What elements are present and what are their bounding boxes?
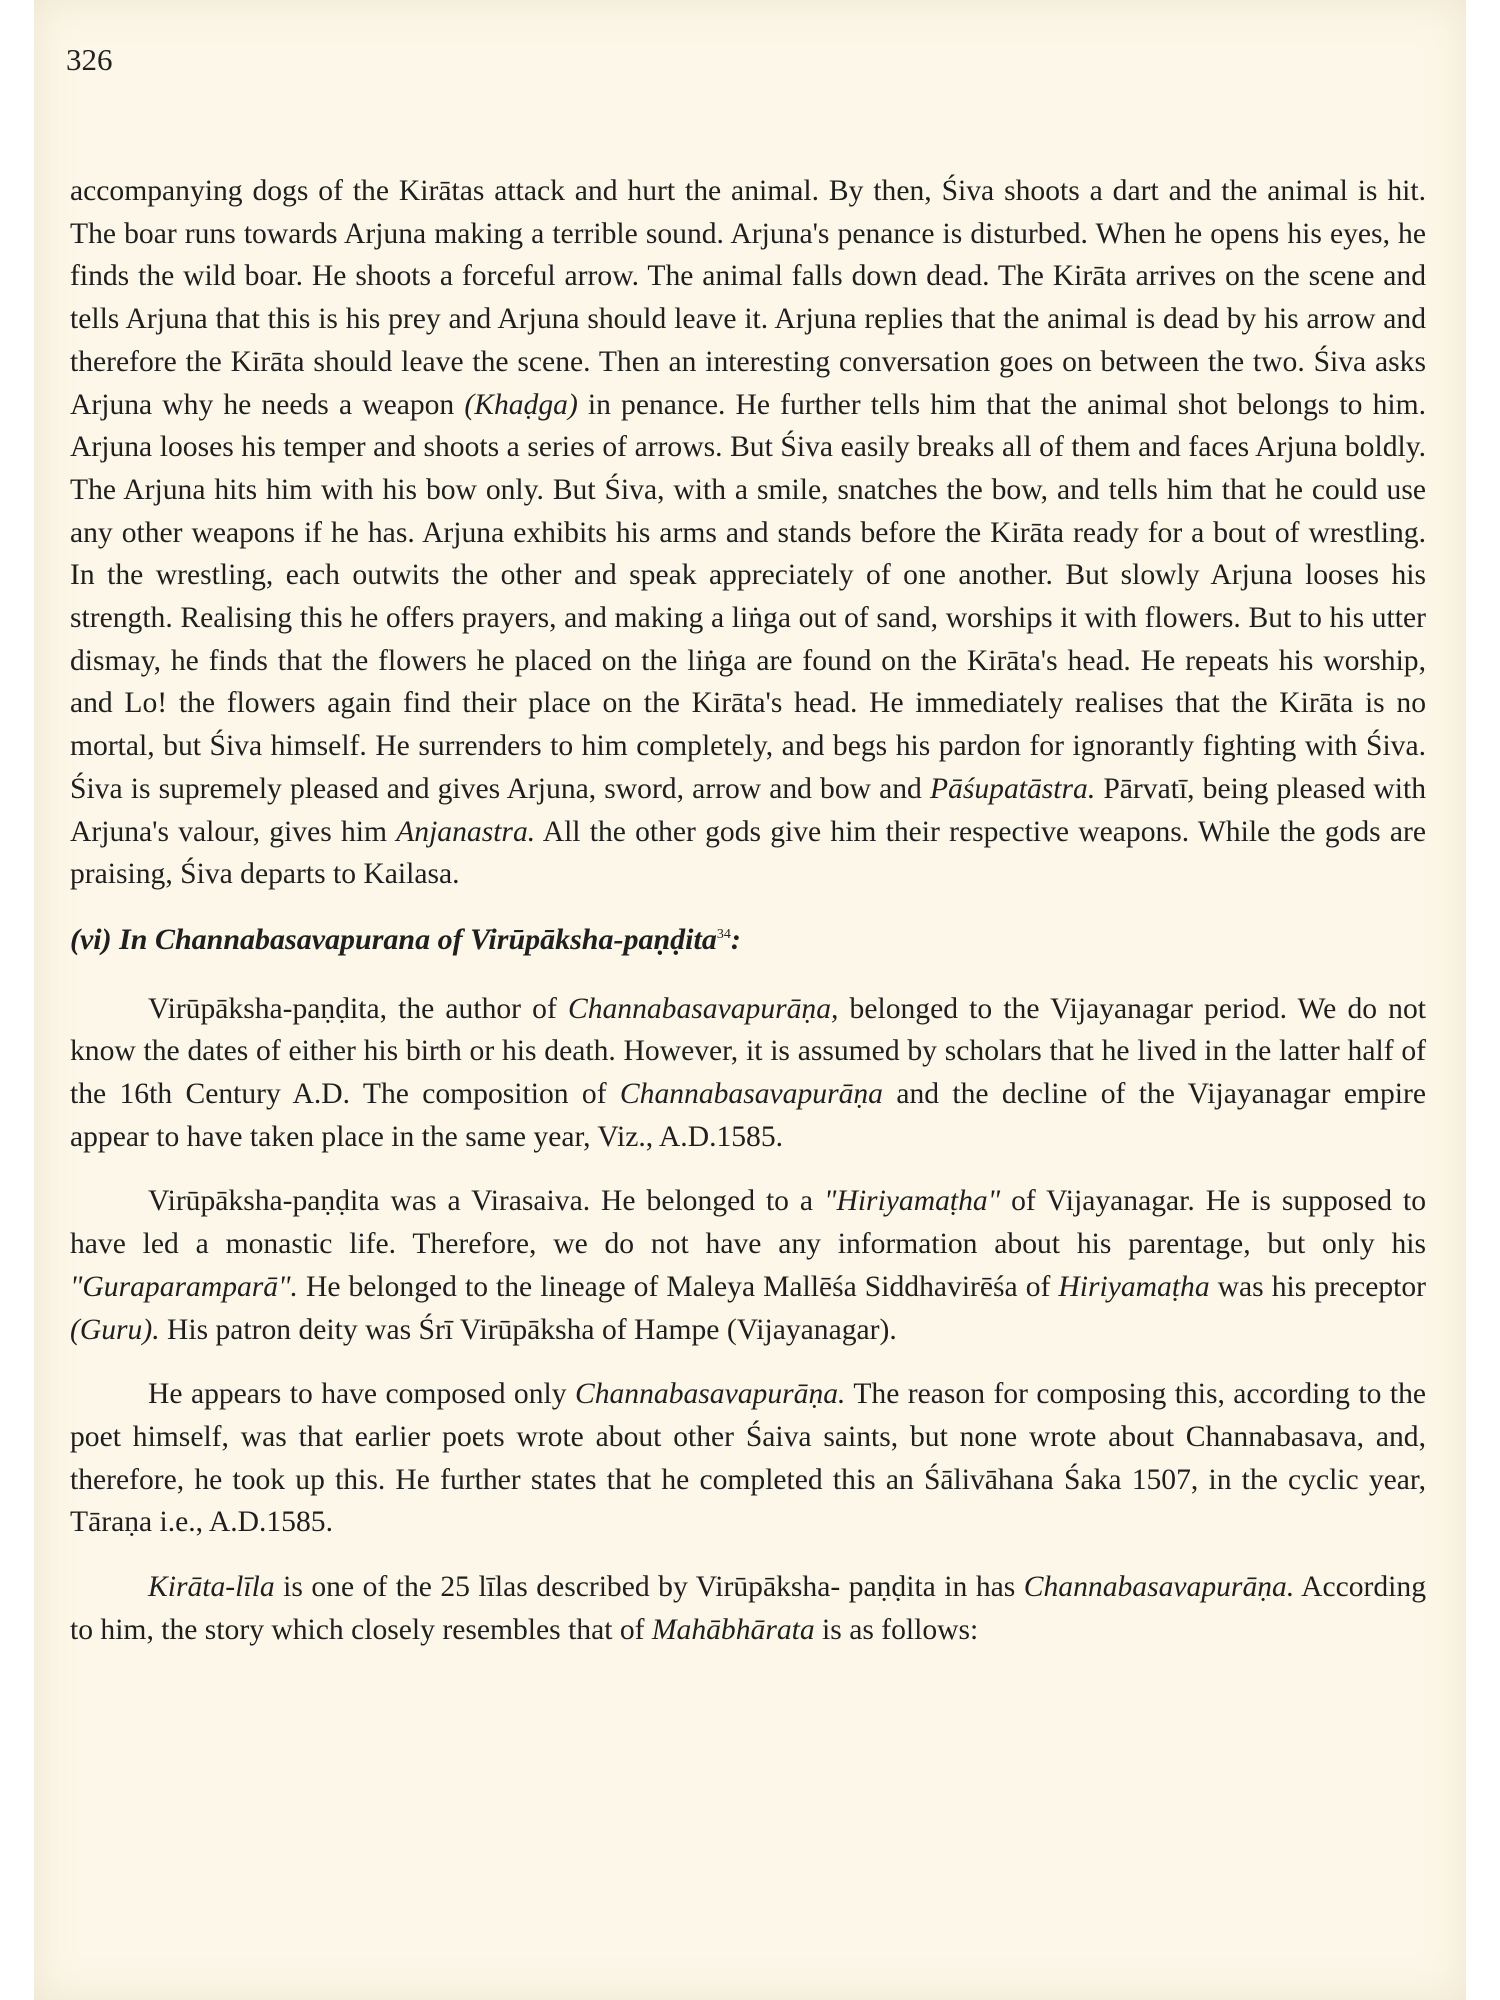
text-run: Virūpāksha-paṇḍita, the author of — [148, 992, 568, 1025]
text-run: is as follows: — [814, 1613, 979, 1646]
footnote-marker: 34 — [716, 926, 731, 942]
heading-text: (vi) In Channabasavapurana of Virūpāksha-paṇḍita — [70, 922, 717, 956]
italic-term: Channabasavapurāṇa. — [1023, 1571, 1295, 1604]
text-run: in penance. He further tells him that the animal shot belongs to him. Arjuna looses his temper and shoots a series of arrows. But Śiva easily breaks all of them and faces Arjuna boldly. The Arjuna hits him with his bow only. But Śiva, with a smile, snatches the bow, and tells him that he could use any other weapons if he has. Arjuna exhibits his arms and stands before the Kirāta ready for a bout of wrestling. In the wrestling, each outwits the other and speak appreciately of one another. But slowly Arjuna looses his strength. Realising this he offers prayers, and making a liṅga out of sand, worships it with flowers. But to his utter dismay, he finds that the flowers he placed on the liṅga are found on the Kirāta's head. He repeats his worship, and Lo! the flowers again find their place on the Kirāta's head. He immediately realises that the Kirāta is no mortal, but Śiva himself. He surrenders to him completely, and begs his pardon for ignorantly fighting with Śiva. Śiva is supremely pleased and gives Arjuna, sword, arrow and bow and — [70, 388, 1427, 805]
text-run: He appears to have composed only — [148, 1378, 575, 1411]
paragraph-composition — [70, 1373, 1426, 1544]
text-run: According to him, the story which closely resembles that of — [70, 1571, 1427, 1646]
paragraph-author-dates — [70, 988, 1426, 1159]
section-heading — [70, 914, 1426, 962]
italic-term: (Khaḍga) — [464, 388, 578, 421]
text-run: belonged to the Vijayanagar period. We do not know the dates of either his birth or his death. However, it is assumed by scholars that he lived in the latter half of the 16th Century A.D. The composition of — [70, 992, 1426, 1111]
text-run: is one of the 25 līlas described by Virūpāksha- paṇḍita in has — [274, 1571, 1024, 1604]
text-run: Virūpāksha-paṇḍita was a Virasaiva. He belonged to a — [148, 1185, 825, 1218]
document-page — [34, 0, 1466, 2000]
italic-term: Anjanastra. — [396, 815, 536, 848]
italic-term: Channabasavapurāṇa, — [567, 992, 839, 1025]
text-run: The reason for composing this, according to the poet himself, was that earlier poets wrote about other Śaiva saints, but none wrote about Channabasava, and, therefore, he took up this. He further states that he completed this an Śālivāhana Śaka 1507, in the cyclic year, Tāraṇa i.e., A.D.1585. — [70, 1378, 1426, 1539]
text-run: All the other gods give him their respective weapons. While the gods are praising, Śiva departs to Kailasa. — [70, 815, 1426, 891]
italic-term: Channabasavapurāṇa — [619, 1078, 883, 1111]
italic-term: Pāśupatāstra. — [929, 772, 1096, 805]
italic-term: Hiriyamaṭha — [1058, 1270, 1210, 1303]
paragraph-author-lineage — [70, 1180, 1426, 1351]
italic-term: "Guraparamparā". — [70, 1270, 298, 1303]
text-run: He belonged to the lineage of Maleya Mallēśa Siddhavirēśa of — [297, 1270, 1059, 1303]
italic-term: Mahābhārata — [651, 1613, 815, 1646]
italic-term: Channabasavapurāṇa. — [574, 1378, 846, 1411]
text-run: accompanying dogs of the Kirātas attack and hurt the animal. By then, Śiva shoots a dart and the animal is hit. The boar runs towards Arjuna making a terrible sound. Arjuna's penance is disturbed. When he opens his eyes, he finds the wild boar. He shoots a forceful arrow. The animal falls down dead. The Kirāta arrives on the scene and tells Arjuna that this is his prey and Arjuna should leave it. Arjuna replies that the animal is dead by his arrow and therefore the Kirāta should leave the scene. Then an interesting conversation goes on between the two. Śiva asks Arjuna why he needs a weapon — [70, 175, 1426, 421]
italic-term: Kirāta-līla — [148, 1571, 275, 1604]
paragraph-kirata-lila — [70, 1566, 1426, 1651]
text-run: Pārvatī, being pleased with Arjuna's valour, gives him — [70, 772, 1426, 848]
paragraph-kirata-story — [70, 170, 1426, 896]
text-run: His patron deity was Śrī Virūpāksha of Hampe (Vijayanagar). — [159, 1313, 897, 1346]
italic-term: "Hiriyamaṭha" — [824, 1185, 1001, 1218]
text-run: was his preceptor — [1209, 1270, 1427, 1303]
italic-term: (Guru). — [70, 1313, 160, 1346]
heading-suffix: : — [730, 922, 741, 956]
body-text — [70, 170, 1426, 1652]
text-run: and the decline of the Vijayanagar empire appear to have taken place in the same year, Viz., A.D.1585. — [70, 1078, 1426, 1153]
text-run: of Vijayanagar. He is supposed to have led a monastic life. Therefore, we do not have any information about his parentage, but only his — [70, 1185, 1426, 1261]
page-number: 326 — [66, 42, 113, 77]
